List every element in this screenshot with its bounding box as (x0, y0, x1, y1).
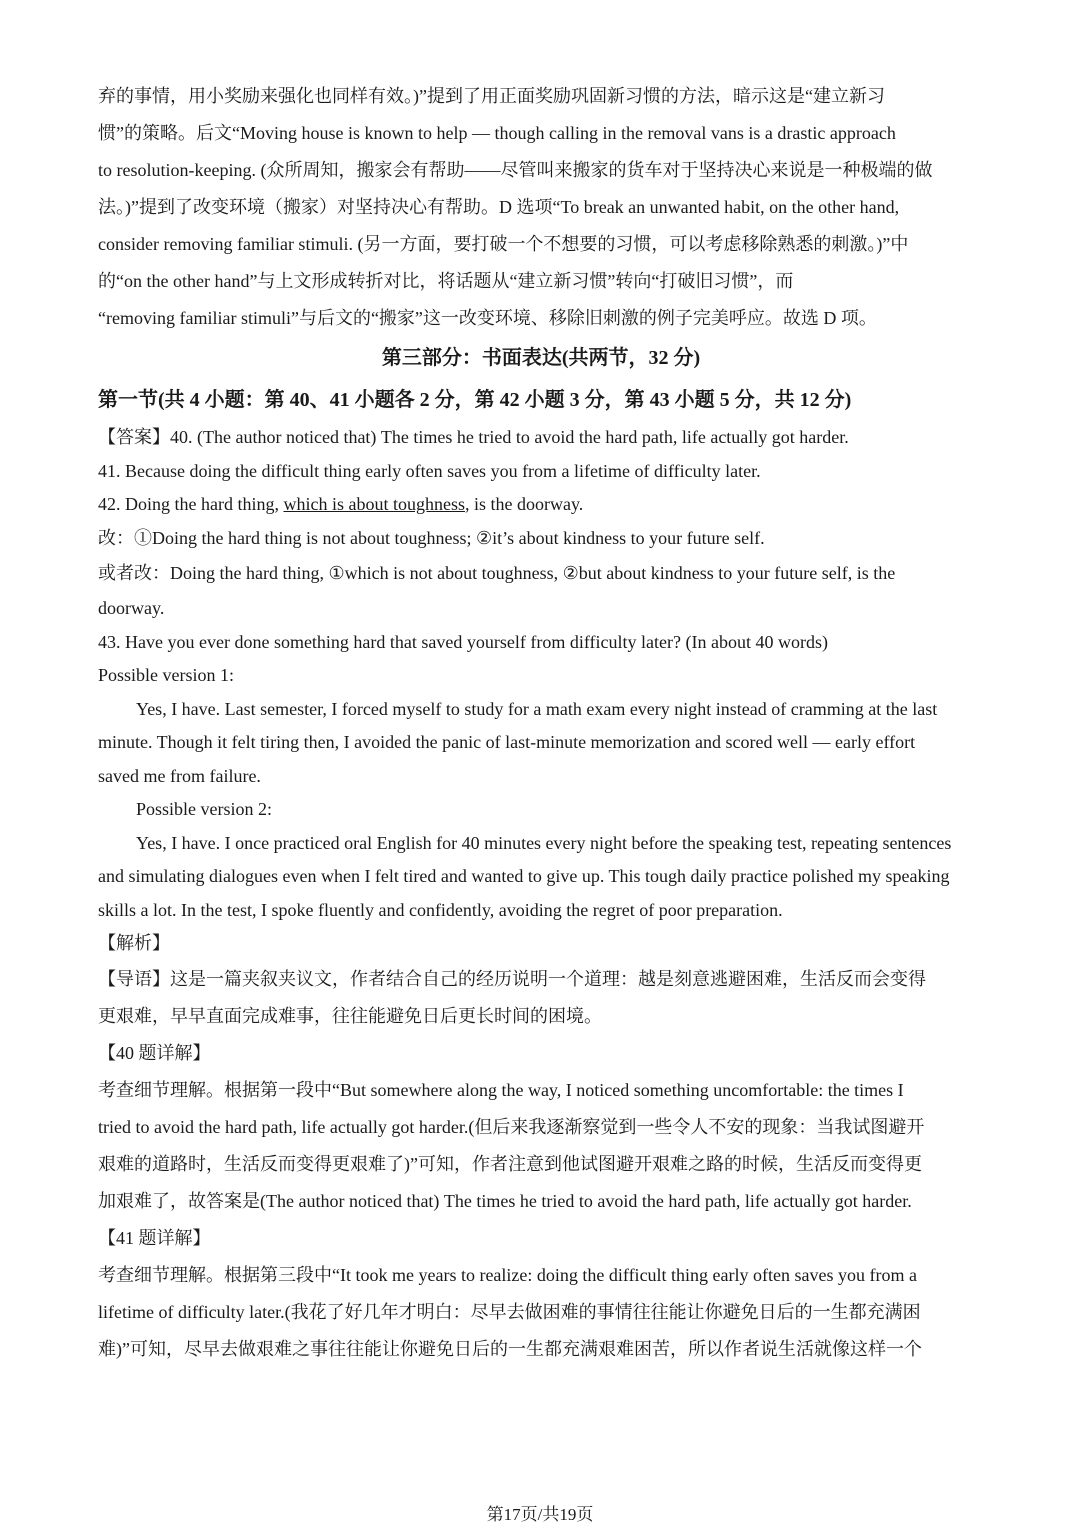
document-page (98, 78, 984, 1368)
analysis-intro-line: 【导语】这是一篇夹叙夹议文，作者结合自己的经历说明一个道理：越是刻意逃避困难，生活反而会变得 (98, 968, 926, 989)
page-number-footer: 第17页/共19页 (486, 1505, 594, 1524)
answer-42-prefix: 42. Doing the hard thing, (98, 494, 284, 514)
correction-2-line: 或者改：Doing the hard thing, ①which is not about toughness, ②but about kindness to your future self, is the (98, 563, 896, 583)
version-1-line: saved me from failure. (98, 765, 261, 786)
paragraph-line: 法。)”提到了改变环境（搬家）对坚持决心有帮助。D 选项“To break an unwanted habit, on the other hand, (98, 197, 900, 217)
analysis-label: 【解析】 (98, 933, 170, 953)
paragraph-line: 惯”的策略。后文“Moving house is known to help — though calling in the removal vans is a drastic approach (98, 123, 896, 143)
analysis-intro-line: 更艰难，早早直面完成难事，往往能避免日后更长时间的困境。 (98, 1005, 602, 1026)
q40-line: 加艰难了，故答案是(The author noticed that) The times he tried to avoid the hard path, life actually got harder. (98, 1190, 912, 1211)
paragraph-line: consider removing familiar stimuli. (另一方面，要打破一个不想要的习惯，可以考虑移除熟悉的刺激。)”中 (98, 234, 909, 254)
version-1-line: Yes, I have. Last semester, I forced myself to study for a math exam every night instead of cramming at the last (136, 698, 938, 719)
top-paragraph (98, 78, 984, 337)
q40-line: tried to avoid the hard path, life actually got harder.(但后来我逐渐察觉到一些令人不安的现象：当我试图避开 (98, 1116, 925, 1137)
version-2-line: Yes, I have. I once practiced oral English for 40 minutes every night before the speaking test, repeating sentences (136, 832, 952, 853)
answer-40: 【答案】40. (The author noticed that) The times he tried to avoid the hard path, life actually got harder. (98, 427, 849, 447)
version-2-line: and simulating dialogues even when I felt tired and wanted to give up. This tough daily practice polished my speaking (98, 866, 950, 886)
q40-line: 艰难的道路时，生活反而变得更艰难了)”可知，作者注意到他试图避开艰难之路的时候，生活反而变得更 (98, 1153, 922, 1174)
q41-line: 考查细节理解。根据第三段中“It took me years to realize: doing the difficult thing early often saves you from a (98, 1264, 917, 1285)
answer-42 (98, 488, 984, 522)
paragraph-line: to resolution-keeping. (众所周知，搬家会有帮助——尽管叫来搬家的货车对于坚持决心来说是一种极端的做 (98, 160, 933, 180)
correction-1: 改：①Doing the hard thing is not about toughness; ②it’s about kindness to your future self. (98, 527, 765, 548)
analysis-block (98, 927, 984, 1368)
paragraph-line: “removing familiar stimuli”与后文的“搬家”这一改变环境、移除旧刺激的例子完美呼应。故选 D 项。 (98, 308, 877, 328)
answer-42-underlined: which is about toughness (283, 494, 465, 514)
q40-line: 考查细节理解。根据第一段中“But somewhere along the way, I noticed something uncomfortable: the times I (98, 1079, 904, 1100)
version-1-line: minute. Though it felt tiring then, I avoided the panic of last-minute memorization and scored well — early effort (98, 732, 916, 752)
version-1-label: Possible version 1: (98, 665, 235, 685)
answer-43: 43. Have you ever done something hard that saved yourself from difficulty later? (In about 40 words) (98, 631, 828, 652)
answer-41: 41. Because doing the difficult thing early often saves you from a lifetime of difficulty later. (98, 460, 761, 481)
part-title: 第三部分：书面表达(共两节，32 分) (381, 347, 701, 369)
answer-42-suffix: , is the doorway. (464, 494, 584, 514)
section-title: 第一节(共 4 小题：第 40、41 小题各 2 分，第 42 小题 3 分，第 43 小题 5 分，共 12 分) (98, 389, 852, 411)
paragraph-line: 的“on the other hand”与上文形成转折对比，将话题从“建立新习惯”转向“打破旧习惯”，而 (98, 271, 794, 291)
q40-label: 【40 题详解】 (98, 1042, 211, 1063)
q41-line: lifetime of difficulty later.(我花了好几年才明白：尽早去做困难的事情往往能让你避免日后的一生都充满困 (98, 1301, 921, 1322)
version-2-label: Possible version 2: (136, 799, 273, 819)
q41-line: 难)”可知，尽早去做艰难之事往往能让你避免日后的一生都充满艰难困苦，所以作者说生活就像这样一个 (98, 1338, 922, 1359)
version-2-line: skills a lot. In the test, I spoke fluently and confidently, avoiding the regret of poor preparation. (98, 899, 783, 920)
paragraph-line: 弃的事情，用小奖励来强化也同样有效。)”提到了用正面奖励巩固新习惯的方法，暗示这是“建立新习 (98, 86, 885, 106)
answers-block (98, 421, 984, 927)
correction-2-line: doorway. (98, 598, 165, 618)
q41-label: 【41 题详解】 (98, 1227, 211, 1248)
